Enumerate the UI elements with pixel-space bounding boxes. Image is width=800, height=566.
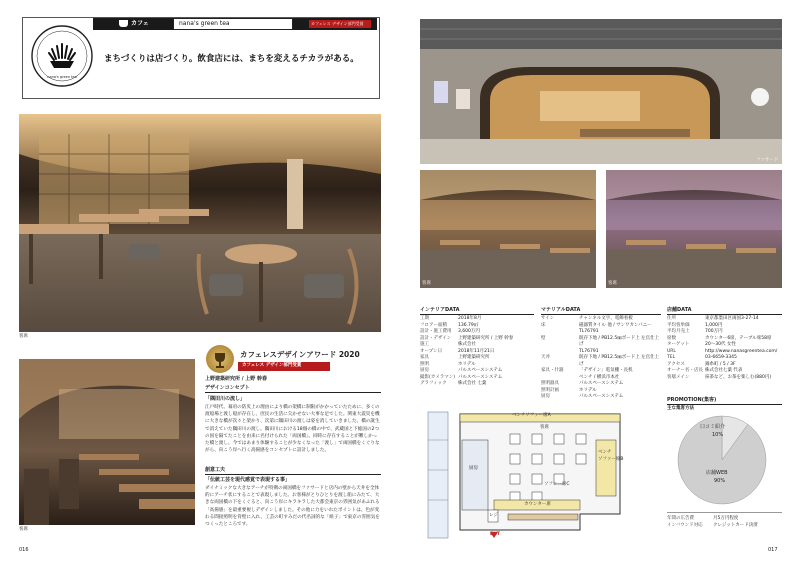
page-number-left: 016 <box>19 547 29 553</box>
material-data-heading: マテリアルDATA <box>541 306 661 315</box>
table-row: アクセス 錦糸町 / 5 / 3F <box>667 361 736 367</box>
table-row: 床 磁器質タイル 他 / サンワカンパニー <box>541 322 652 328</box>
slice-value-web: 90% <box>714 478 726 484</box>
promotion-pie-chart <box>676 414 768 506</box>
main-photo-caption: 客席 <box>19 334 28 339</box>
table-row: 設計・デザイン 上野建築研究所 / 上野 幹春 <box>420 335 514 341</box>
table-row: インバウンド対応 クレジットカード決済 <box>667 522 758 528</box>
mid-left-photo-caption: 客席 <box>422 281 431 286</box>
table-row: グラフィック 株式会社 七葉 <box>420 381 487 386</box>
award-title: カフェレスデザインアワード 2020 <box>240 350 360 359</box>
plan-guest-seats: 客席 <box>540 425 549 430</box>
award-designer: 上野建築研究所 / 上野 幹春 <box>205 376 268 382</box>
award-badge-text: カフェレス デザイン部門受賞 <box>242 363 302 368</box>
store-data-heading: 店舗DATA <box>667 306 782 315</box>
trophy-icon <box>206 345 234 373</box>
table-row: 家具・什器 「デザイン」電気棚・長机 <box>541 368 633 373</box>
features-subheading: 「伝統工芸を現代感覚で表現する事」 <box>205 477 291 483</box>
slice-label-referral: 口コミ紹介 <box>700 424 726 430</box>
table-row: 照明 ホリデル <box>420 361 476 367</box>
main-interior-photo <box>19 114 381 332</box>
table-row: 工期 2018年8月 <box>420 316 482 321</box>
promotion-chart-title: 主な集客方法 <box>667 406 694 411</box>
facade-photo-caption: ファサード <box>756 158 779 163</box>
concept-heading: デザインコンセプト <box>205 385 381 393</box>
table-row: 壁 既存下地 / PB12.5㎜ボード上 左官仕上げ <box>541 335 660 347</box>
plan-register: レジ <box>489 513 498 518</box>
table-row: 家具 上野建築研究所 <box>420 355 490 360</box>
shop-logo <box>30 24 94 88</box>
interior-data-table <box>420 316 534 388</box>
coffee-cup-icon <box>119 20 128 27</box>
promotion-table <box>667 512 782 529</box>
bench-seating-illustration <box>19 359 195 525</box>
lower-photo-caption: 客席 <box>19 527 28 532</box>
table-row: 住所 東京都墨田区両国3-27-14 <box>667 316 759 321</box>
table-row: オーナー名・店長 株式会社七葉 代表 <box>667 368 743 373</box>
interior-data-heading: インテリアDATA <box>420 306 534 315</box>
category-bar <box>93 18 377 30</box>
table-row: 施工 株式会社 <box>420 342 476 347</box>
storefront-illustration <box>420 19 782 164</box>
floor-plan <box>420 410 656 540</box>
concept-body: 江戸時代、幕府の防災上の理由により橋の架橋に制限がかかっていたために、多くの渡船場と渡し船が存在し、庶民の生活に欠かせない大事な足でした。関東大震災を機に大きな橋が次々と架かり、次第に隅田川の渡しは姿を消していきました。橋の誕生で消えていた隅田川の渡し。隅田川における18個の橋の中で、武蔵国と下総国の2つの国を隔てたことを由来に名付けられた「両国橋」。同時に存在することが難しかった橋と渡し。今ではあまり体験することが少なくなった「渡し」で両国橋をくぐりながら、向こう岸へ行く高揚感をコンセプトに設計しました。 <box>205 405 380 454</box>
table-row: 厨房 パルスペースシステム <box>420 368 503 373</box>
slice-label-web: 店舗WEB <box>706 470 728 476</box>
page-number-right: 017 <box>768 547 778 553</box>
concept-subheading: 「隅田川の流し」 <box>205 396 246 402</box>
shop-name: nana's green tea <box>179 20 230 27</box>
table-row: サイン チャンネル文字、電飾看板 <box>541 316 633 321</box>
floor-plan-drawing <box>420 410 656 540</box>
promotion-heading: PROMOTION(集客) <box>667 396 782 405</box>
table-row: 客層メイン 抹茶など、お茶を楽しむ(880円) <box>667 374 772 380</box>
category-label: カフェ <box>131 20 149 27</box>
table-row: ターゲット 20〜30代 女性 <box>667 342 736 347</box>
plan-counter: カウンター席 <box>524 502 551 507</box>
dining-room-purple-illustration <box>606 170 782 288</box>
cafe-seating-illustration <box>19 114 381 332</box>
table-row: 照明器具 パルスペースシステム <box>541 381 624 386</box>
features-heading: 創意工夫 <box>205 467 381 475</box>
table-row: 天井 既存下地 / PB12.5㎜ボード上 左官仕上げ <box>541 355 660 367</box>
plan-entrance: ENT <box>490 532 500 537</box>
table-row: 厨房 パルスペースシステム <box>541 394 624 399</box>
table-row: TEL 03-6659-3345 <box>667 355 737 360</box>
dining-room-illustration <box>420 170 596 288</box>
lower-interior-photo <box>19 359 195 525</box>
slice-value-referral: 10% <box>712 432 724 438</box>
facade-photo <box>420 19 782 164</box>
table-row: 設計・施工費用 3,600万円 <box>420 329 480 334</box>
table-row: ベンチ / 横浜市本社 <box>579 374 620 380</box>
table-row: TL76791 <box>579 348 599 354</box>
logo-text: nana's green tea <box>47 75 77 79</box>
headline: まちづくりは店づくり。飲食店には、まちを変えるチカラがある。 <box>104 54 359 64</box>
plan-sofa-c: ソファー席C <box>544 482 570 487</box>
award-seal <box>206 345 234 373</box>
features-body: ダイナミックな大きなアーチが特徴の両国橋をファサードと店内の壁から天井を全体的にアーチ状にすることで表現しました。お客様がとりひとりを渡し船にみたて、大きな両国橋の下をくぐると、向こう岸にキラキラした大都会東京の雰囲気があふれる「高揚感」を最重要視しデザインしました。その他に力をいれたポイントは、色が変わる間接照明を背壁に入れ、工芸の町すみだの代名詞的な「組子」で東京の雰囲気をつくったところです。 <box>205 486 380 528</box>
material-data-table <box>541 316 661 401</box>
plan-kitchen: 厨房 <box>469 466 478 471</box>
mid-left-photo <box>420 170 596 288</box>
store-data-table <box>667 316 782 381</box>
plan-bench-b: ベンチ ソファー席B <box>598 450 624 462</box>
award-tag-text: カフェレス デザイン部門受賞 <box>311 21 364 26</box>
mid-right-photo <box>606 170 782 288</box>
plan-bench-a: ベンチソファー席A <box>512 413 551 418</box>
mid-right-photo-caption: 客席 <box>608 281 617 286</box>
table-row: TL76791 <box>579 329 599 334</box>
table-row: 撮影(カメラマン) パルスペースシステム <box>420 374 503 380</box>
table-row: 席数 カウンター6席、テーブル席58席 <box>667 335 772 341</box>
table-row: URL http://www.nanasgreentea.com/ <box>667 348 778 354</box>
table-row: 平均月売上 700万円 <box>667 329 723 334</box>
table-row: オープン日 2018年11月21日 <box>420 348 495 354</box>
table-row: 照明計画 ホリデル <box>541 387 597 393</box>
table-row: 年間の広告費 月5万円程度 <box>667 516 739 521</box>
table-row: フロアー面積 136.79㎡ <box>420 322 479 328</box>
table-row: 平均客単価 1,000円 <box>667 322 723 328</box>
